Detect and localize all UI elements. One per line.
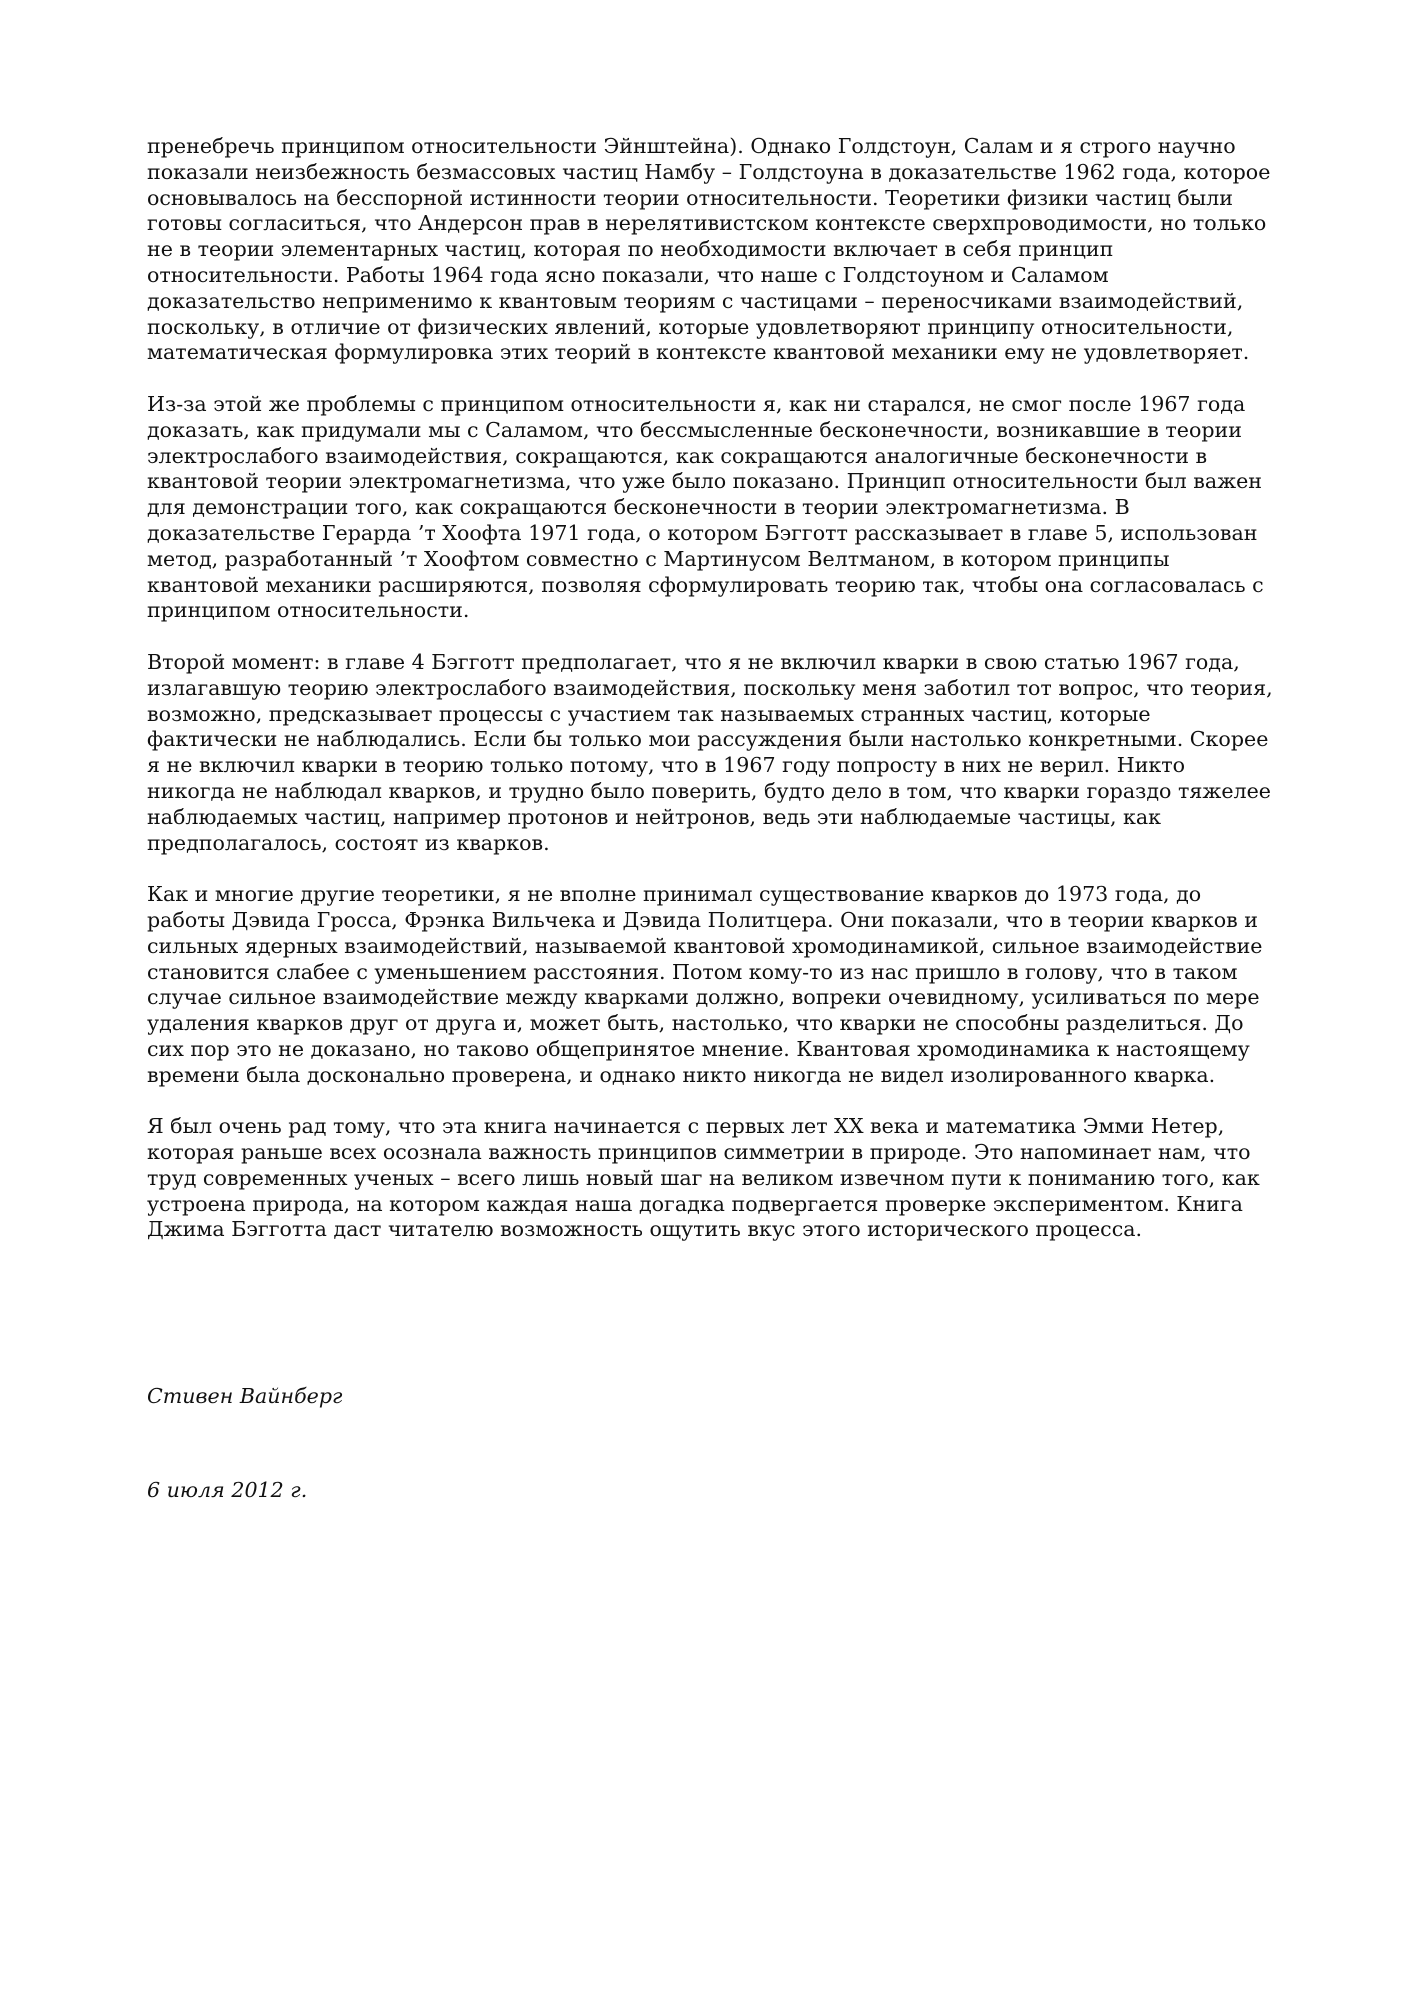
paragraph: пренебречь принципом относительности Эйнштейна). Однако Голдстоун, Салам и я строго научно показали неизбежность безмассовых частиц Намбу – Голдстоуна в доказательстве 1962 года, которое основывалось на бесспорной истинности теории относительности. Теоретики физики частиц были готовы согласиться, что Андерсон прав в нерелятивистском контексте сверхпроводимости, но только не в теории элементарных частиц, которая по необходимости включает в себя принцип относительности. Работы 1964 года ясно показали, что наше с Голдстоуном и Саламом доказательство неприменимо к квантовым теориям с частицами – переносчиками взаимодействий, поскольку, в отличие от физических явлений, которые удовлетворяют принципу относительности, математическая формулировка этих теорий в контексте квантовой механики ему не удовлетворяет. (147, 134, 1271, 365)
paragraph: Второй момент: в главе 4 Бэгготт предполагает, что я не включил кварки в свою статью 1967 года, излагавшую теорию электрослабого взаимодействия, поскольку меня заботил тот вопрос, что теория, возможно, предсказывает процессы с участием так называемых странных частиц, которые фактически не наблюдались. Если бы только мои рассуждения были настолько конкретными. Скорее я не включил кварки в теорию только потому, что в 1967 году попросту в них не верил. Никто никогда не наблюдал кварков, и трудно было поверить, будто дело в том, что кварки гораздо тяжелее наблюдаемых частиц, например протонов и нейтронов, ведь эти наблюдаемые частицы, как предполагалось, состоят из кварков. (147, 649, 1273, 855)
document-date: 6 июля 2012 г. (147, 1478, 308, 1502)
author-signature: Стивен Вайнберг (147, 1384, 343, 1408)
document-body (147, 134, 1275, 1269)
paragraph: Из-за этой же проблемы с принципом относительности я, как ни старался, не смог после 1967 года доказать, как придумали мы с Саламом, что бессмысленные бесконечности, возникавшие в теории электрослабого взаимодействия, сокращаются, как сокращаются аналогичные бесконечности в квантовой теории электромагнетизма, что уже было показано. Принцип относительности был важен для демонстрации того, как сокращаются бесконечности в теории электромагнетизма. В доказательстве Герарда ’т Хоофта 1971 года, о котором Бэгготт рассказывает в главе 5, использован метод, разработанный ’т Хоофтом совместно с Мартинусом Велтманом, в котором принципы квантовой механики расширяются, позволяя сформулировать теорию так, чтобы она согласовалась с принципом относительности. (147, 391, 1264, 623)
paragraph: Я был очень рад тому, что эта книга начинается с первых лет XX века и математика Эмми Нетер, которая раньше всех осознала важность принципов симметрии в природе. Это напоминает нам, что труд современных ученых – всего лишь новый шаг на великом извечном пути к пониманию того, как устроена природа, на котором каждая наша догадка подвергается проверке экспериментом. Книга Джима Бэгготта даст читателю возможность ощутить вкус этого исторического процесса. (147, 1114, 1260, 1242)
paragraph: Как и многие другие теоретики, я не вполне принимал существование кварков до 1973 года, до работы Дэвида Гросса, Фрэнка Вильчека и Дэвида Политцера. Они показали, что в теории кварков и сильных ядерных взаимодействий, называемой квантовой хромодинамикой, сильное взаимодействие становится слабее с уменьшением расстояния. Потом кому-то из нас пришло в голову, что в таком случае сильное взаимодействие между кварками должно, вопреки очевидному, усиливаться по мере удаления кварков друг от друга и, может быть, настолько, что кварки не способны разделиться. До сих пор это не доказано, но таково общепринятое мнение. Квантовая хромодинамика к настоящему времени была досконально проверена, и однако никто никогда не видел изолированного кварка. (147, 882, 1263, 1087)
